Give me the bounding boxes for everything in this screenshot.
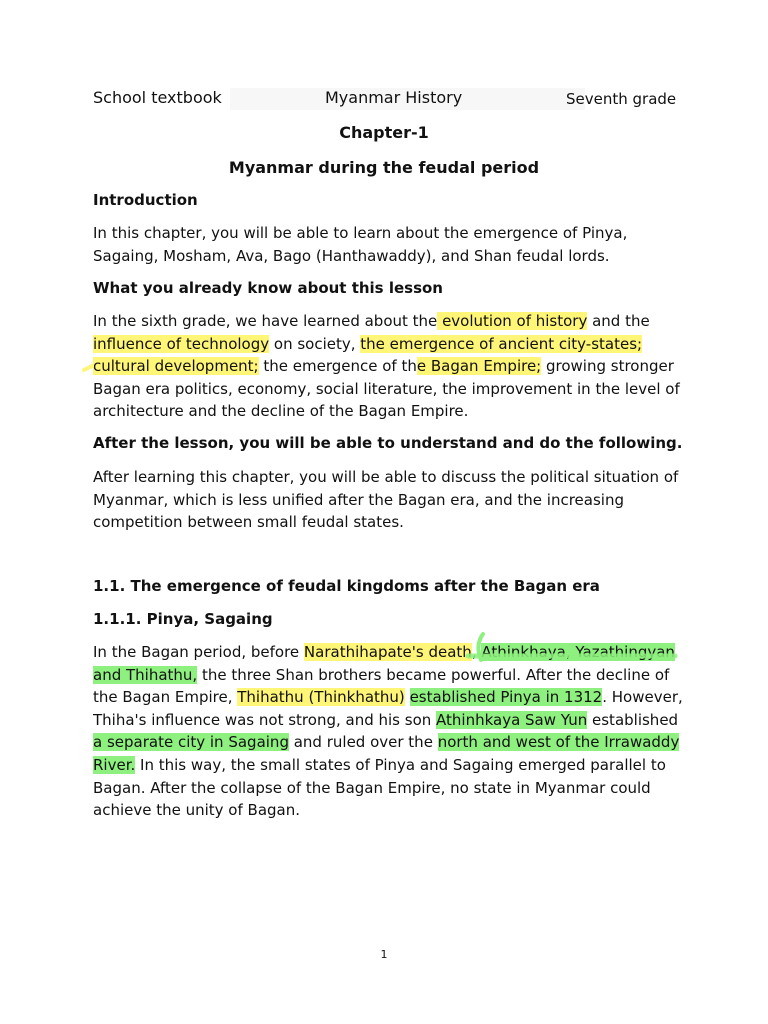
highlight-bagan-empire: e Bagan Empire; <box>416 357 542 376</box>
introduction-heading: Introduction <box>93 191 198 209</box>
header-center: Myanmar History <box>325 88 463 107</box>
chapter-number: Chapter-1 <box>339 123 429 142</box>
highlight-thihathu: Thihathu (Thinkhathu) <box>237 688 405 707</box>
highlight-narathihapate: Narathihapate's death <box>303 643 472 661</box>
after-lesson-heading: After the lesson, you will be able to understand and do the following. <box>93 434 683 452</box>
known-text-3: on society, <box>269 334 361 353</box>
section-text-2: , <box>471 643 482 661</box>
known-text-1: In the sixth grade, we have learned about the <box>93 312 438 330</box>
known-text-5: the emergence of th <box>258 357 417 376</box>
after-lesson-text: After learning this chapter, you will be able to discuss the political situation of Myanmar, which is less unified after the Bagan era, and the increasing competition between small feudal states. <box>93 468 679 532</box>
highlight-irrawaddy: north and west of the Irrawaddy River. <box>93 733 680 774</box>
yellow-marker-tick <box>84 366 92 370</box>
subsection-heading: 1.1.1. Pinya, Sagaing <box>93 610 273 628</box>
section-text-1: In the Bagan period, before <box>93 643 304 661</box>
highlight-shan-brothers: Athinkhaya, Yazathingyan and Thihathu, <box>93 643 675 684</box>
highlight-pinya: established Pinya in 1312 <box>409 688 603 707</box>
section-heading: 1.1. The emergence of feudal kingdoms after the Bagan era <box>93 577 600 595</box>
highlight-saw-yun: Athinhkaya Saw Yun <box>436 710 588 729</box>
header-left: School textbook <box>93 88 222 107</box>
page-number: 1 <box>380 948 388 961</box>
known-heading: What you already know about this lesson <box>93 279 443 297</box>
introduction-text: In this chapter, you will be able to learn about the emergence of Pinya, Sagaing, Mosham, Ava, Bago (Hanthawaddy), and Shan feudal lords. <box>93 224 628 265</box>
chapter-title: Myanmar during the feudal period <box>228 158 540 177</box>
section-text-8: In this way, the small states of Pinya and Sagaing emerged parallel to Bagan. After the collapse of the Bagan Empire, no state in Myanmar could achieve the unity of Bagan. <box>93 755 666 820</box>
section-text-7: and ruled over the <box>288 733 438 752</box>
highlight-technology: influence of technology <box>93 334 270 353</box>
section-text-5: . However, Thiha's influence was not strong, and his son <box>93 688 683 729</box>
highlight-cultural: cultural development; <box>93 357 259 376</box>
known-text-6: growing stronger Bagan era politics, economy, social literature, the improvement in the level of architecture and the decline of the Bagan Empire. <box>93 357 680 421</box>
section-text-3: the three Shan brothers became powerful. After the decline of the Bagan Empire, <box>93 665 670 707</box>
highlight-sagaing: a separate city in Sagaing <box>93 733 289 752</box>
known-text-2: and the <box>587 312 650 330</box>
highlight-city-states: the emergence of ancient city-states; <box>360 334 643 353</box>
header-right: Seventh grade <box>566 90 677 108</box>
highlight-evolution: evolution of history <box>437 312 588 330</box>
section-text-6: established <box>587 710 679 729</box>
